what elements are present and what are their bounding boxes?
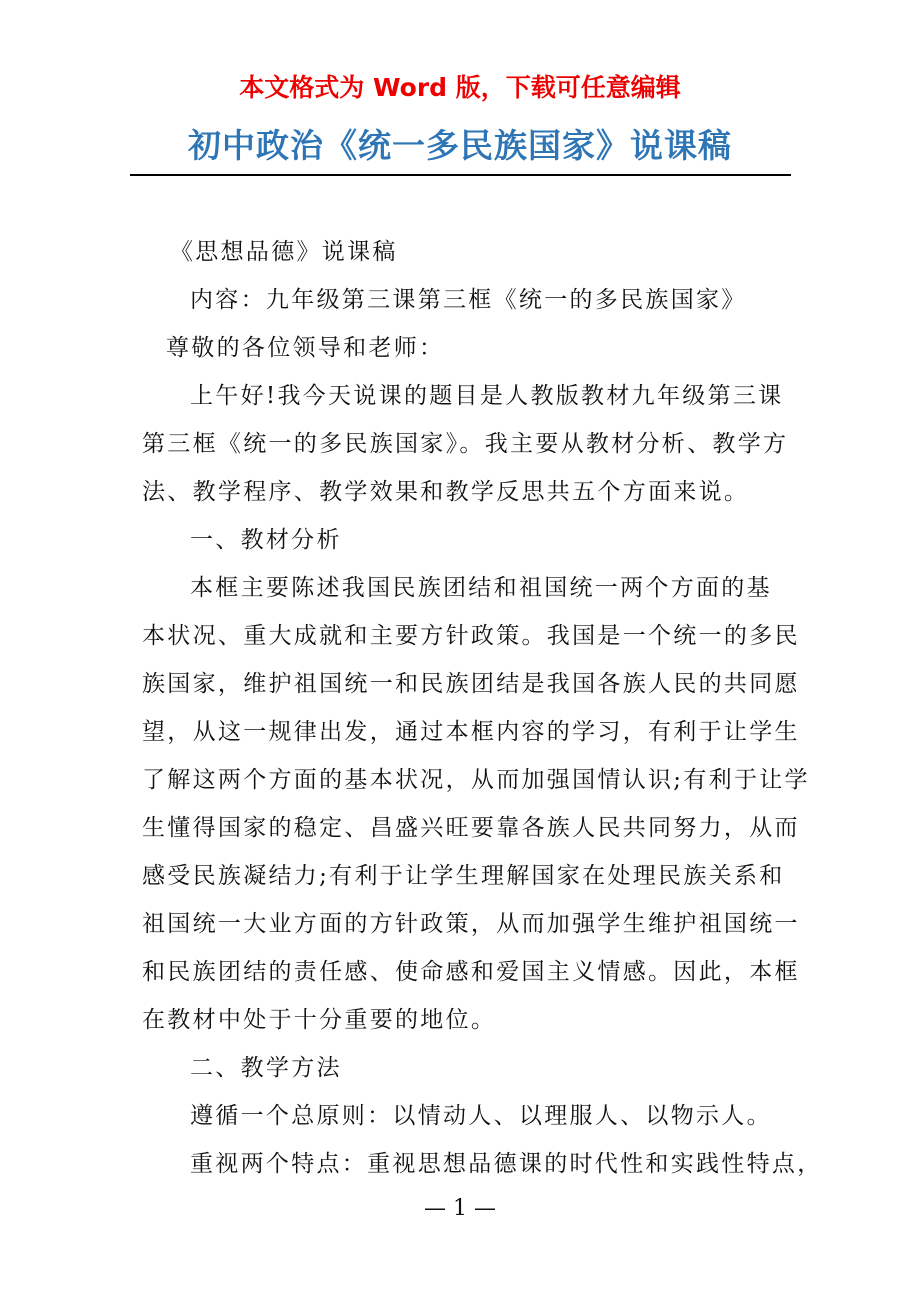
- text-line: 在教材中处于十分重要的地位。: [142, 1007, 497, 1033]
- text-line: 了解这两个方面的基本状况，从而加强国情认识;有利于让学: [142, 767, 810, 793]
- text-line: 感受民族凝结力;有利于让学生理解国家在处理民族关系和: [142, 863, 785, 889]
- document-title: 初中政治《统一多民族国家》说课稿: [188, 126, 732, 165]
- document-body: [0, 228, 920, 1188]
- text-line: 重视两个特点：重视思想品德课的时代性和实践性特点，: [190, 1151, 823, 1177]
- title-divider: [130, 174, 791, 176]
- text-line: 本状况、重大成就和主要方针政策。我国是一个统一的多民: [142, 623, 800, 649]
- text-line: 内容：九年级第三课第三框《统一的多民族国家》: [190, 287, 747, 313]
- text-line: 一、教材分析: [190, 527, 342, 553]
- editable-notice: 本文格式为 Word 版，下载可任意编辑: [239, 73, 681, 102]
- text-line: 族国家，维护祖国统一和民族团结是我国各族人民的共同愿: [142, 671, 800, 697]
- text-line: 和民族团结的责任感、使命感和爱国主义情感。因此，本框: [142, 959, 800, 985]
- text-line: 本框主要陈述我国民族团结和祖国统一两个方面的基: [190, 575, 772, 601]
- text-line: 遵循一个总原则：以情动人、以理服人、以物示人。: [190, 1103, 772, 1129]
- page-number: — 1 —: [424, 1196, 496, 1221]
- text-line: 第三框《统一的多民族国家》。我主要从教材分析、教学方: [142, 431, 789, 457]
- text-line: 法、教学程序、教学效果和教学反思共五个方面来说。: [142, 479, 750, 505]
- text-line: 《思想品德》说课稿: [170, 239, 398, 265]
- text-line: 望，从这一规律出发，通过本框内容的学习，有利于让学生: [142, 719, 800, 745]
- text-line: 上午好!我今天说课的题目是人教版教材九年级第三课: [190, 383, 784, 409]
- text-line: 尊敬的各位领导和老师：: [166, 335, 445, 361]
- text-line: 祖国统一大业方面的方针政策，从而加强学生维护祖国统一: [142, 911, 800, 937]
- text-line: 二、教学方法: [190, 1055, 342, 1081]
- text-line: 生懂得国家的稳定、昌盛兴旺要靠各族人民共同努力，从而: [142, 815, 800, 841]
